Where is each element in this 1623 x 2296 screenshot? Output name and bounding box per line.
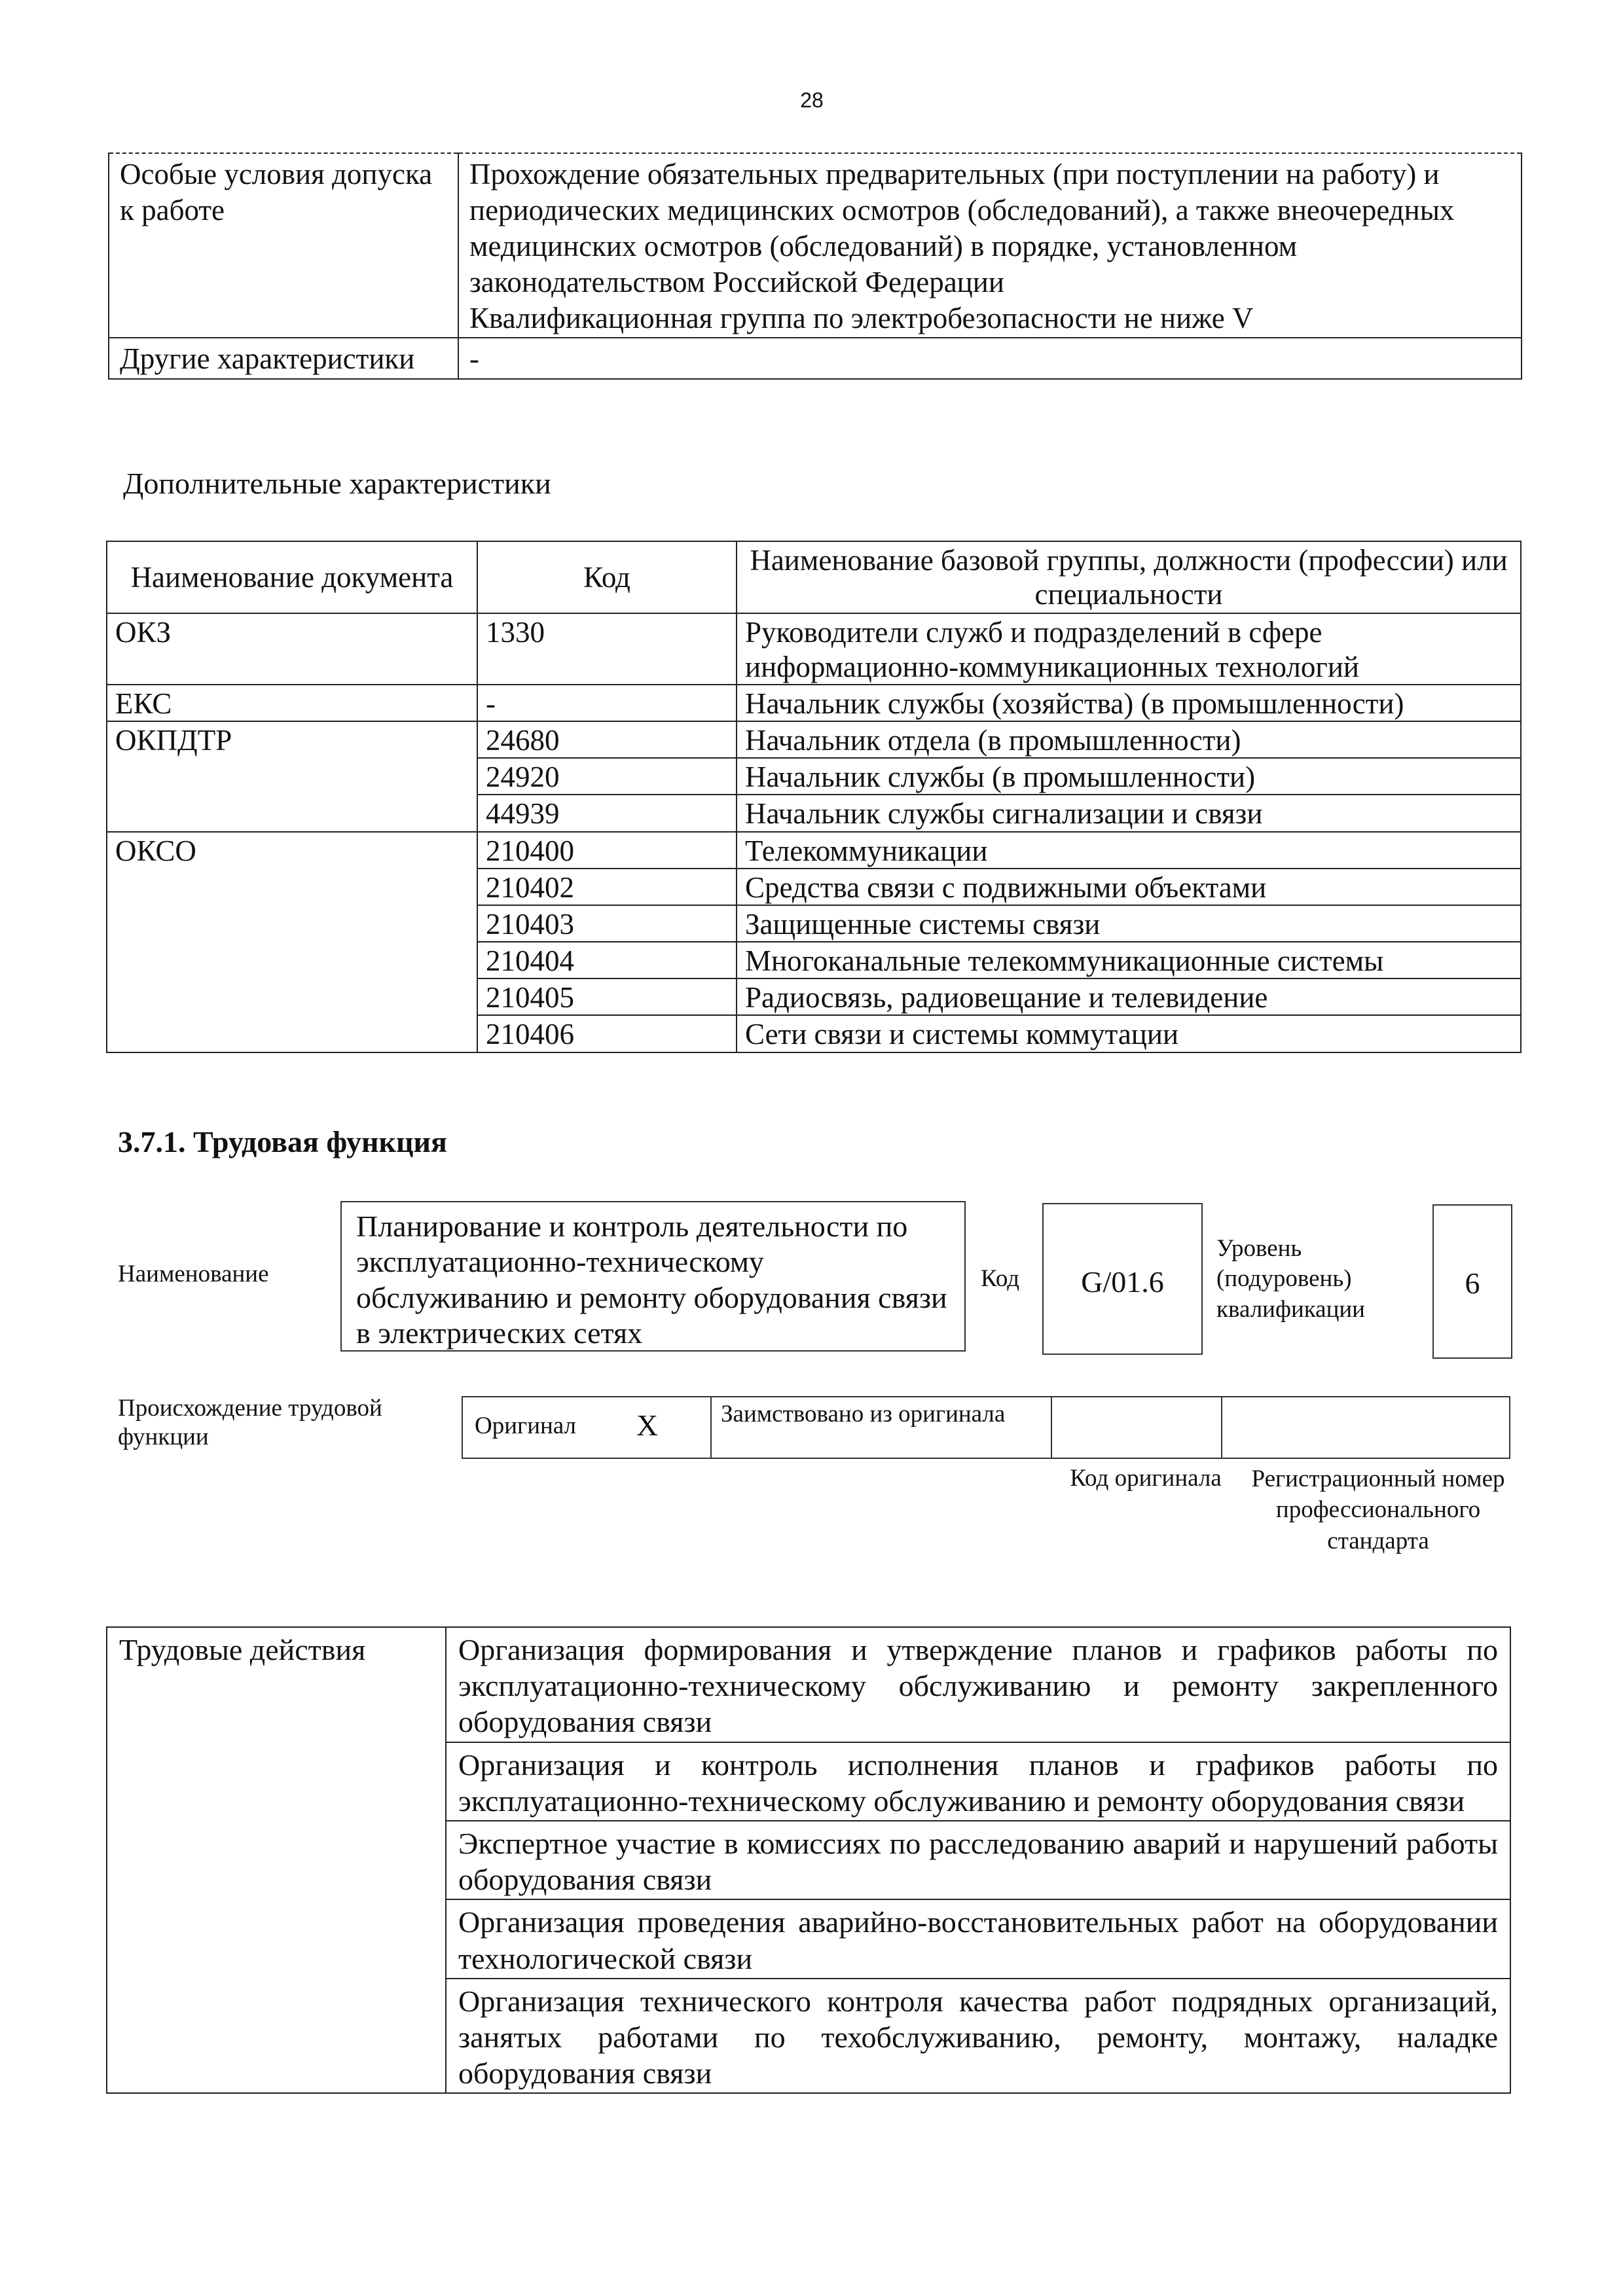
doc-cell: ОКЗ [107,613,477,684]
function-code-box: G/01.6 [1042,1203,1203,1355]
code-cell: 210405 [477,978,737,1015]
code-cell: 1330 [477,613,737,684]
table-row [107,613,1521,684]
header-document: Наименование документа [107,541,477,613]
actions-label: Трудовые действия [107,1627,446,2093]
code-cell: 44939 [477,795,737,831]
doc-cell: ОКСО [107,832,477,1052]
origin-label: Происхождение трудовой функции [118,1395,382,1451]
table-header-row [107,541,1521,613]
code-label: Код [981,1265,1020,1292]
additional-characteristics-table [106,541,1522,1053]
qualification-level-box: 6 [1432,1204,1512,1359]
name-label: Наименование [118,1261,269,1287]
table-row [109,338,1522,379]
function-name-box: Планирование и контроль деятельности по эксплуатационно-техническому обслуживанию и ремонту оборудования связи в электрических сетях [340,1201,966,1352]
name-cell: Начальник службы сигнализации и связи [737,795,1521,831]
code-cell: - [477,685,737,721]
labour-actions-table [106,1626,1511,2094]
name-cell: Радиосвязь, радиовещание и телевидение [737,978,1521,1015]
name-cell: Защищенные системы связи [737,905,1521,942]
original-label: Оригинал [475,1412,577,1439]
doc-cell: ОКПДТР [107,721,477,832]
name-cell: Руководители служб и подразделений в сфере информационно-коммуникационных технологий [737,613,1521,684]
doc-cell: ЕКС [107,685,477,721]
special-conditions-value [458,153,1522,338]
code-original-caption: Код оригинала [1070,1465,1222,1492]
code-cell: 210400 [477,832,737,869]
table-row [109,153,1522,338]
code-cell: 210406 [477,1015,737,1052]
header-name: Наименование базовой группы, должности (профессии) или специальности [737,541,1521,613]
name-cell: Телекоммуникации [737,832,1521,869]
section-title: 3.7.1. Трудовая функция [118,1125,447,1158]
original-cell [463,1397,712,1458]
level-label: Уровень (подуровень) квалификации [1216,1235,1365,1323]
additional-characteristics-heading: Дополнительные характеристики [123,467,551,500]
name-cell: Начальник службы (хозяйства) (в промышленности) [737,685,1521,721]
action-item: Организация проведения аварийно-восстановительных работ на оборудовании технологической связи [446,1899,1510,1978]
conditions-table [108,152,1522,380]
medical-exam-text: Прохождение обязательных предварительных (при поступлении на работу) и периодических медицинских осмотров (обследований), а также внеочередных медицинских осмотров (обследований) в порядке, установленном законодательством Российской Федерации [469,158,1455,298]
original-mark: X [636,1408,659,1442]
code-cell: 24920 [477,758,737,795]
table-row [107,1627,1510,1742]
electrical-safety-text: Квалификационная группа по электробезопасности не ниже V [469,301,1254,334]
special-conditions-label: Особые условия допуска к работе [109,153,458,338]
header-code: Код [477,541,737,613]
code-cell: 24680 [477,721,737,758]
table-row [107,721,1521,758]
name-cell: Начальник службы (в промышленности) [737,758,1521,795]
table-row [107,832,1521,869]
action-item: Организация и контроль исполнения планов и графиков работы по эксплуатационно-техническому обслуживанию и ремонту оборудования связи [446,1742,1510,1821]
page-number: 28 [800,88,824,112]
code-original-cell [1052,1397,1222,1458]
code-cell: 210404 [477,942,737,978]
action-item: Организация технического контроля качества работ подрядных организаций, занятых работами по техобслуживанию, ремонту, монтажу, наладке оборудования связи [446,1979,1510,2094]
borrowed-label: Заимствовано из оригинала [712,1397,1052,1458]
name-cell: Начальник отдела (в промышленности) [737,721,1521,758]
other-characteristics-value: - [458,338,1522,379]
reg-number-cell [1222,1397,1510,1458]
reg-number-caption: Регистрационный номер профессионального стандарта [1251,1465,1505,1554]
name-cell: Многоканальные телекоммуникационные системы [737,942,1521,978]
name-cell: Средства связи с подвижными объектами [737,869,1521,905]
action-item: Экспертное участие в комиссиях по расследованию аварий и нарушений работы оборудования связи [446,1821,1510,1899]
origin-row [462,1396,1510,1459]
code-cell: 210402 [477,869,737,905]
action-item: Организация формирования и утверждение планов и графиков работы по эксплуатационно-техническому обслуживанию и ремонту закрепленного оборудования связи [446,1627,1510,1742]
code-cell: 210403 [477,905,737,942]
other-characteristics-label: Другие характеристики [109,338,458,379]
name-cell: Сети связи и системы коммутации [737,1015,1521,1052]
table-row [107,685,1521,721]
